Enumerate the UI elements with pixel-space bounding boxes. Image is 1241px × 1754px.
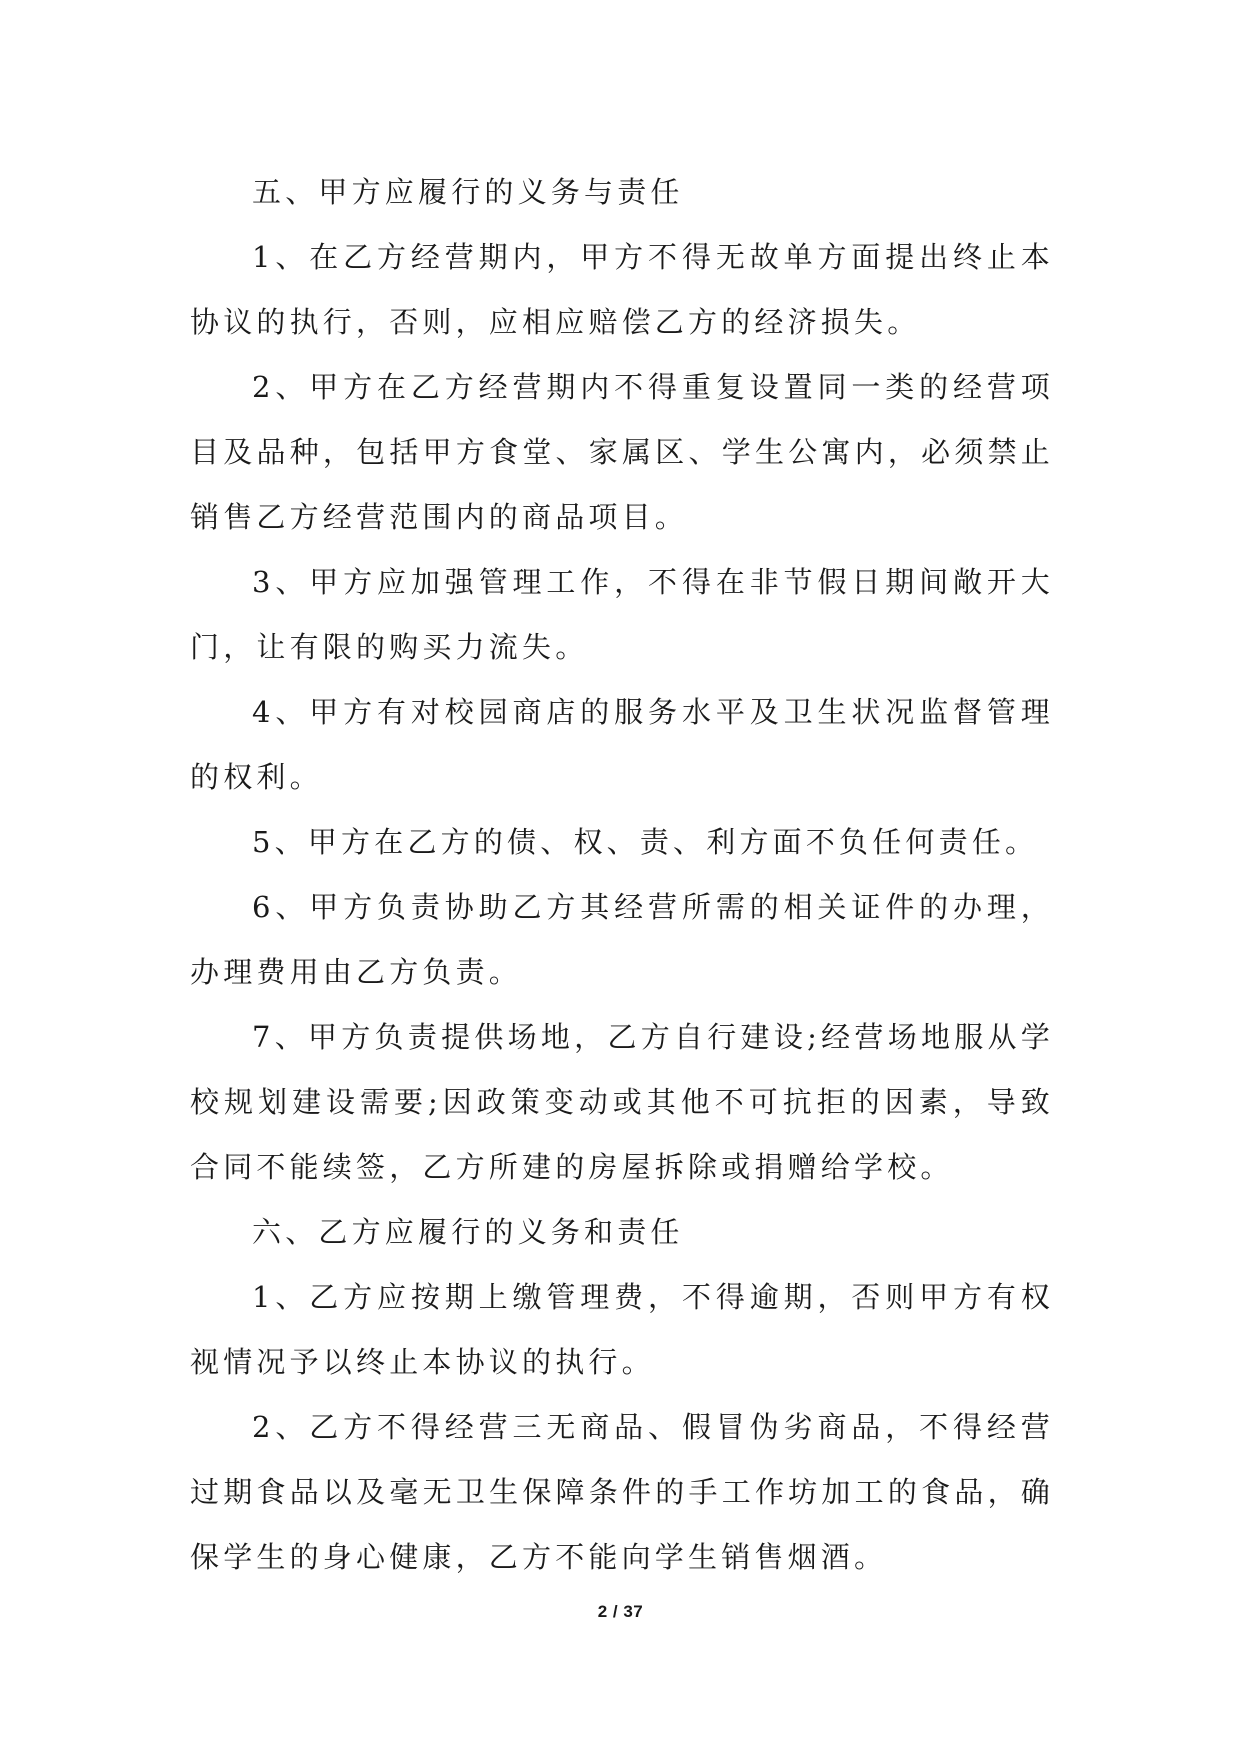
document-body: [190, 160, 1054, 1590]
paragraph-b-2: 2、乙方不得经营三无商品、假冒伪劣商品，不得经营过期食品以及毫无卫生保障条件的手工作坊加工的食品，确保学生的身心健康，乙方不能向学生销售烟酒。: [190, 1410, 1054, 1574]
paragraph-b-1: 1、乙方应按期上缴管理费，不得逾期，否则甲方有权视情况予以终止本协议的执行。: [190, 1280, 1054, 1379]
paragraph-a-6: 6、甲方负责协助乙方其经营所需的相关证件的办理，办理费用由乙方负责。: [190, 890, 1054, 989]
paragraph-a-4: 4、甲方有对校园商店的服务水平及卫生状况监督管理的权利。: [190, 695, 1054, 794]
page-number: 2 / 37: [597, 1602, 644, 1621]
paragraph-a-2: 2、甲方在乙方经营期内不得重复设置同一类的经营项目及品种，包括甲方食堂、家属区、学生公寓内，必须禁止销售乙方经营范围内的商品项目。: [190, 370, 1054, 534]
paragraph-a-1: 1、在乙方经营期内，甲方不得无故单方面提出终止本协议的执行，否则，应相应赔偿乙方的经济损失。: [190, 240, 1054, 339]
section-heading-party-b-obligations: 六、乙方应履行的义务和责任: [252, 1215, 684, 1249]
section-heading-party-a-obligations: 五、甲方应履行的义务与责任: [252, 175, 684, 209]
paragraph-a-7: 7、甲方负责提供场地，乙方自行建设;经营场地服从学校规划建设需要;因政策变动或其他不可抗拒的因素，导致合同不能续签，乙方所建的房屋拆除或捐赠给学校。: [190, 1020, 1054, 1184]
paragraph-a-3: 3、甲方应加强管理工作，不得在非节假日期间敞开大门，让有限的购买力流失。: [190, 565, 1054, 664]
paragraph-a-5: 5、甲方在乙方的债、权、责、利方面不负任何责任。: [252, 825, 1039, 859]
